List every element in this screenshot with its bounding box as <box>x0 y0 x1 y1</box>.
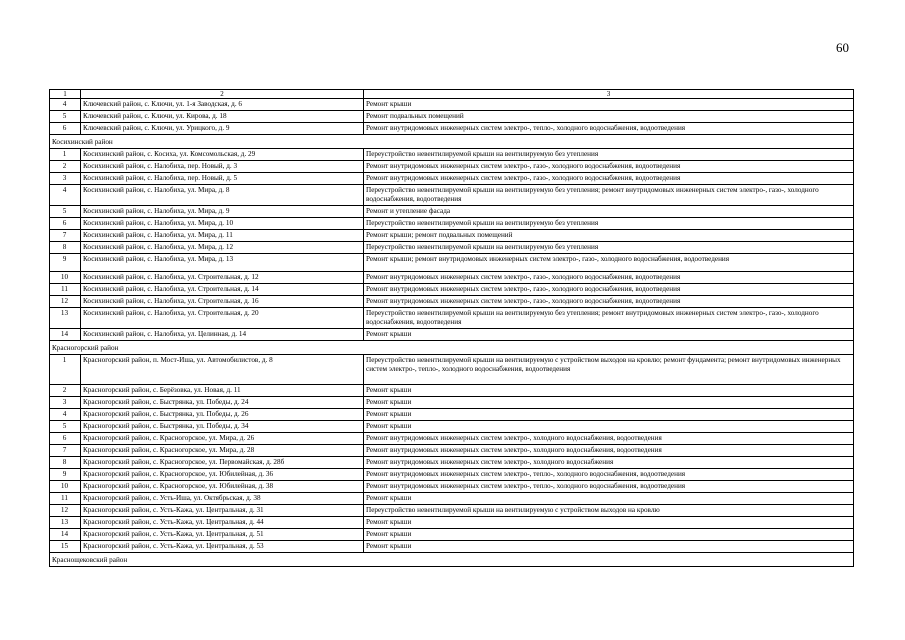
table-row <box>50 161 854 173</box>
row-number: 9 <box>50 254 81 272</box>
row-work-type: Ремонт внутридомовых инженерных систем электро-, тепло-, холодного водоснабжения, водоотведения <box>364 469 854 481</box>
region-heading: Краснощековский район <box>50 553 854 567</box>
row-address: Красногорский район, с. Быстрянка, ул. Победы, д. 34 <box>81 421 364 433</box>
row-number: 3 <box>50 173 81 185</box>
row-address: Красногорский район, с. Усть-Иша, ул. Октябрьская, д. 38 <box>81 493 364 505</box>
row-address: Красногорский район, с. Красногорское, ул. Мира, д. 26 <box>81 433 364 445</box>
table-row <box>50 308 854 329</box>
page-number: 60 <box>836 40 849 55</box>
table-row <box>50 529 854 541</box>
table-row <box>50 541 854 553</box>
table-row <box>50 242 854 254</box>
row-number: 11 <box>50 284 81 296</box>
row-number: 3 <box>50 397 81 409</box>
row-address: Косихинский район, с. Налобиха, ул. Строительная, д. 16 <box>81 296 364 308</box>
table-row <box>50 355 854 385</box>
row-number: 6 <box>50 433 81 445</box>
row-number: 10 <box>50 481 81 493</box>
table-row <box>50 397 854 409</box>
row-number: 7 <box>50 445 81 457</box>
row-address: Косихинский район, с. Налобиха, ул. Строительная, д. 20 <box>81 308 364 329</box>
row-work-type: Ремонт внутридомовых инженерных систем электро-, газо-, холодного водоснабжения, водоотведения <box>364 296 854 308</box>
row-work-type: Ремонт крыши <box>364 409 854 421</box>
row-work-type: Ремонт крыши <box>364 529 854 541</box>
row-work-type: Ремонт крыши <box>364 329 854 341</box>
row-number: 11 <box>50 493 81 505</box>
table-row <box>50 123 854 135</box>
repair-table <box>49 89 854 567</box>
row-work-type: Переустройство невентилируемой крыши на вентилируемую без утепления <box>364 218 854 230</box>
row-number: 4 <box>50 409 81 421</box>
row-address: Косихинский район, с. Налобиха, ул. Мира, д. 12 <box>81 242 364 254</box>
row-address: Косихинский район, с. Налобиха, пер. Новый, д. 3 <box>81 161 364 173</box>
table-row <box>50 445 854 457</box>
table-row <box>50 99 854 111</box>
table-row <box>50 206 854 218</box>
row-address: Красногорский район, с. Быстрянка, ул. Победы, д. 26 <box>81 409 364 421</box>
table-row <box>50 421 854 433</box>
row-work-type: Ремонт подвальных помещений <box>364 111 854 123</box>
row-work-type: Ремонт и утепление фасада <box>364 206 854 218</box>
row-number: 9 <box>50 469 81 481</box>
table-row <box>50 254 854 272</box>
row-work-type: Переустройство невентилируемой крыши на вентилируемую без утепления <box>364 149 854 161</box>
row-number: 7 <box>50 230 81 242</box>
table-row <box>50 385 854 397</box>
row-work-type: Ремонт внутридомовых инженерных систем электро-, газо-, холодного водоснабжения, водоотведения <box>364 284 854 296</box>
row-number: 10 <box>50 272 81 284</box>
table-row <box>50 517 854 529</box>
row-work-type: Ремонт крыши; ремонт внутридомовых инженерных систем электро-, газо-, холодного водоснабжения, водоотведения <box>364 254 854 272</box>
row-address: Красногорский район, п. Мост-Иша, ул. Автомобилистов, д. 8 <box>81 355 364 385</box>
row-address: Красногорский район, с. Красногорское, ул. Первомайская, д. 28б <box>81 457 364 469</box>
row-number: 5 <box>50 421 81 433</box>
row-number: 15 <box>50 541 81 553</box>
header-col-3: 3 <box>364 90 854 99</box>
table-row <box>50 218 854 230</box>
row-number: 4 <box>50 99 81 111</box>
row-address: Косихинский район, с. Косиха, ул. Комсомольская, д. 29 <box>81 149 364 161</box>
row-number: 13 <box>50 308 81 329</box>
row-address: Косихинский район, с. Налобиха, ул. Мира, д. 9 <box>81 206 364 218</box>
region-heading-row <box>50 341 854 355</box>
row-address: Косихинский район, с. Налобиха, ул. Мира, д. 8 <box>81 185 364 206</box>
row-work-type: Ремонт внутридомовых инженерных систем электро-, газо-, холодного водоснабжения, водоотведения <box>364 161 854 173</box>
row-number: 8 <box>50 457 81 469</box>
table-row <box>50 296 854 308</box>
row-number: 1 <box>50 149 81 161</box>
table-row <box>50 469 854 481</box>
row-number: 14 <box>50 529 81 541</box>
table-row <box>50 272 854 284</box>
row-number: 12 <box>50 296 81 308</box>
table-row <box>50 149 854 161</box>
region-heading: Красногорский район <box>50 341 854 355</box>
row-work-type: Переустройство невентилируемой крыши на вентилируемую без утепления <box>364 242 854 254</box>
table-row <box>50 173 854 185</box>
row-number: 4 <box>50 185 81 206</box>
row-address: Косихинский район, с. Налобиха, ул. Мира, д. 13 <box>81 254 364 272</box>
row-number: 12 <box>50 505 81 517</box>
row-number: 2 <box>50 385 81 397</box>
row-address: Красногорский район, с. Красногорское, ул. Юбилейная, д. 38 <box>81 481 364 493</box>
table-row <box>50 457 854 469</box>
header-col-2: 2 <box>81 90 364 99</box>
row-work-type: Ремонт внутридомовых инженерных систем электро-, газо-, холодного водоснабжения, водоотведения <box>364 272 854 284</box>
row-address: Красногорский район, с. Берёзовка, ул. Новая, д. 11 <box>81 385 364 397</box>
table-row <box>50 409 854 421</box>
row-number: 6 <box>50 218 81 230</box>
row-number: 14 <box>50 329 81 341</box>
row-number: 1 <box>50 355 81 385</box>
table-row <box>50 329 854 341</box>
row-work-type: Ремонт внутридомовых инженерных систем электро-, холодного водоснабжения, водоотведения <box>364 445 854 457</box>
row-work-type: Ремонт крыши <box>364 397 854 409</box>
table-row <box>50 111 854 123</box>
row-work-type: Ремонт внутридомовых инженерных систем электро-, холодного водоснабжения, водоотведения <box>364 433 854 445</box>
row-number: 2 <box>50 161 81 173</box>
row-work-type: Ремонт внутридомовых инженерных систем электро-, тепло-, холодного водоснабжения, водоотведения <box>364 123 854 135</box>
row-work-type: Ремонт крыши <box>364 421 854 433</box>
row-address: Красногорский район, с. Усть-Кажа, ул. Центральная, д. 44 <box>81 517 364 529</box>
table-header-row <box>50 90 854 99</box>
row-address: Красногорский район, с. Быстрянка, ул. Победы, д. 24 <box>81 397 364 409</box>
region-heading-row <box>50 553 854 567</box>
row-address: Косихинский район, с. Налобиха, ул. Целинная, д. 14 <box>81 329 364 341</box>
row-address: Косихинский район, с. Налобиха, ул. Мира, д. 11 <box>81 230 364 242</box>
table-row <box>50 185 854 206</box>
row-address: Ключевский район, с. Ключи, ул. Кирова, д. 18 <box>81 111 364 123</box>
row-work-type: Ремонт внутридомовых инженерных систем электро-, холодного водоснабжения <box>364 457 854 469</box>
row-address: Красногорский район, с. Красногорское, ул. Юбилейная, д. 36 <box>81 469 364 481</box>
row-address: Косихинский район, с. Налобиха, ул. Строительная, д. 12 <box>81 272 364 284</box>
table-row <box>50 505 854 517</box>
table-row <box>50 433 854 445</box>
row-address: Красногорский район, с. Усть-Кажа, ул. Центральная, д. 51 <box>81 529 364 541</box>
row-number: 8 <box>50 242 81 254</box>
row-work-type: Ремонт крыши <box>364 493 854 505</box>
header-col-1: 1 <box>50 90 81 99</box>
table-row <box>50 230 854 242</box>
row-address: Ключевский район, с. Ключи, ул. 1-я Заводская, д. 6 <box>81 99 364 111</box>
row-address: Красногорский район, с. Красногорское, ул. Мира, д. 28 <box>81 445 364 457</box>
row-address: Косихинский район, с. Налобиха, ул. Мира, д. 10 <box>81 218 364 230</box>
row-work-type: Ремонт крыши; ремонт подвальных помещений <box>364 230 854 242</box>
row-address: Красногорский район, с. Усть-Кажа, ул. Центральная, д. 53 <box>81 541 364 553</box>
table-row <box>50 284 854 296</box>
row-work-type: Ремонт внутридомовых инженерных систем электро-, газо-, холодного водоснабжения, водоотведения <box>364 173 854 185</box>
row-work-type: Ремонт крыши <box>364 517 854 529</box>
row-number: 5 <box>50 111 81 123</box>
row-address: Красногорский район, с. Усть-Кажа, ул. Центральная, д. 31 <box>81 505 364 517</box>
row-number: 5 <box>50 206 81 218</box>
row-address: Ключевский район, с. Ключи, ул. Урицкого, д. 9 <box>81 123 364 135</box>
row-work-type: Переустройство невентилируемой крыши на вентилируемую без утепления; ремонт внутридомовых инженерных систем электро-, газо-, холодного водоснабжения, водоотведения <box>364 308 854 329</box>
row-work-type: Переустройство невентилируемой крыши на вентилируемую без утепления; ремонт внутридомовых инженерных систем электро-, газо-, холодного водоснабжения, водоотведения <box>364 185 854 206</box>
row-work-type: Ремонт крыши <box>364 541 854 553</box>
row-work-type: Переустройство невентилируемой крыши на вентилируемую с устройством выходов на кровлю <box>364 505 854 517</box>
region-heading-row <box>50 135 854 149</box>
row-number: 6 <box>50 123 81 135</box>
row-address: Косихинский район, с. Налобиха, пер. Новый, д. 5 <box>81 173 364 185</box>
table-row <box>50 493 854 505</box>
row-work-type: Ремонт внутридомовых инженерных систем электро-, тепло-, холодного водоснабжения, водоотведения <box>364 481 854 493</box>
table-row <box>50 481 854 493</box>
row-address: Косихинский район, с. Налобиха, ул. Строительная, д. 14 <box>81 284 364 296</box>
row-work-type: Переустройство невентилируемой крыши на вентилируемую с устройством выходов на кровлю; ремонт фундамента; ремонт внутридомовых инженерных систем электро-, тепло-, холодного водоснабжения, водоотведения <box>364 355 854 385</box>
row-number: 13 <box>50 517 81 529</box>
row-work-type: Ремонт крыши <box>364 99 854 111</box>
row-work-type: Ремонт крыши <box>364 385 854 397</box>
region-heading: Косихинский район <box>50 135 854 149</box>
